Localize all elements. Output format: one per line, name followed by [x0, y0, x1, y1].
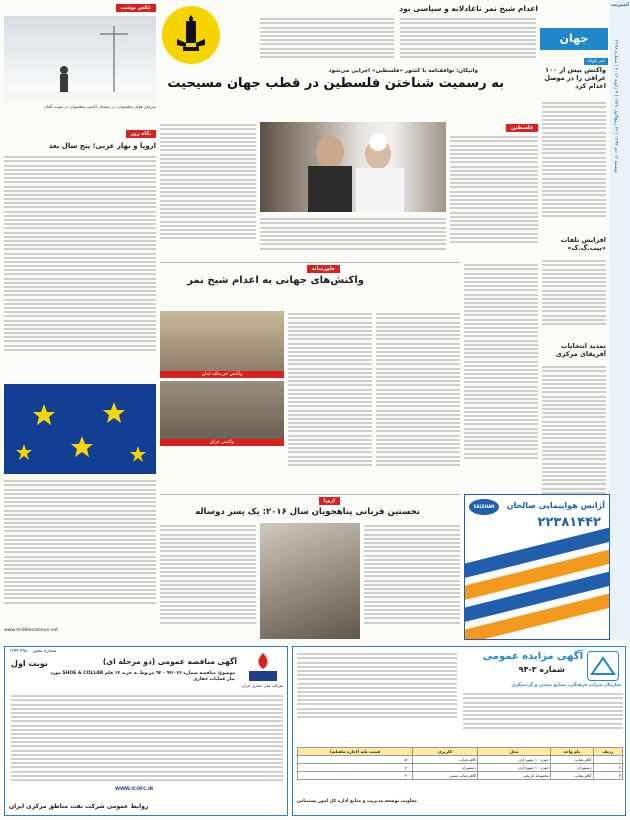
eu-flag-image: [4, 384, 156, 474]
lower-story: [160, 494, 460, 640]
table-cell: کافی‌شاپ: [550, 756, 593, 764]
middle-body-2: [376, 311, 460, 489]
section-header: جهان: [540, 28, 608, 50]
auction-header-cell: ردیف: [593, 748, 622, 756]
news-brief-body: [542, 100, 606, 230]
left-headline: اروپا و بهار عربی؛ پنج سال بعد: [48, 142, 156, 150]
table-cell: ۴۰۰: [298, 772, 413, 780]
middle-photo-1: [160, 311, 284, 371]
auction-body-left: [297, 651, 457, 743]
main-story: [160, 68, 538, 258]
eu-stars-icon: [4, 384, 156, 474]
top-story-body-1: [260, 16, 394, 66]
table-cell: حوزه ۱۰ شهرداری: [477, 764, 550, 772]
tender-website[interactable]: WWW.ICOFC.IR: [115, 787, 154, 792]
tender-footer: روابط عمومی شرکت نفت مناطق مرکزی ایران: [9, 803, 149, 810]
left-body-1: [4, 154, 156, 380]
auction-body-right: [463, 691, 623, 743]
middle-right-body: [464, 262, 538, 490]
auction-table-header: [298, 748, 623, 756]
table-cell: ۵۰۰: [298, 756, 413, 764]
top-headline: اعدام شیخ نمر ناعادلانه و سیاسی بود: [399, 4, 538, 13]
photo-box-tag: عکس نوشت: [116, 4, 156, 12]
main-body-left: [160, 122, 256, 258]
lower-body-2: [364, 523, 460, 641]
auction-ad[interactable]: [292, 646, 626, 816]
tender-round: نوبت اول: [11, 659, 48, 668]
auction-title: آگهی مزایده عمومی: [482, 651, 583, 662]
salehan-brand: SALEHAN: [469, 499, 499, 515]
masthead-strip: [610, 0, 630, 640]
masthead-logo: اینترنت: [611, 2, 629, 8]
tender-body: [11, 693, 283, 797]
table-cell: کافی‌شاپ: [550, 772, 593, 780]
tender-subject: موضوع: مناقصه شماره ۹۴/۰۷۶ - ۹۴ مربوط به خرید ۱۴ قلم SHOE & COLLAR مورد نیاز عملیات حفاری: [50, 671, 235, 682]
table-row: [298, 772, 623, 780]
left-url[interactable]: www.middleeasteye.net: [4, 628, 59, 633]
news-brief-title: واکنش بیش از ۱۰۰ عراقی را در موصل اعدام کرد: [544, 66, 606, 90]
middle-tag: خاورمیانه: [307, 265, 340, 273]
news-brief-second-body: [542, 258, 606, 336]
news-brief-tag: خبر کوتاه: [584, 58, 608, 65]
table-cell: کافی‌شاپ سنتی: [412, 772, 477, 780]
lower-photo: [260, 523, 360, 639]
news-brief-second-title: افزایش تلفات «بیب.گ.ک»: [560, 236, 606, 252]
table-cell: رستوران: [550, 764, 593, 772]
masthead-date: دوشنبه ۱۳ دی ۱۳۹۴ | ۲۲ ربیع‌الاول ۱۴۳۷ | ۴ ژانویه ۲۰۱۶ | شماره ۳۲۹۸: [613, 40, 618, 174]
photo-box-caption: سرمای هوای پناهجویان در زمستان اکسپ پناهجویان در جنوب آلمان: [43, 104, 156, 109]
left-body-2: [4, 478, 156, 626]
table-cell: مجموعه تاریخی: [477, 772, 550, 780]
main-headline: به رسمیت شناختن فلسطین در قطب جهان مسیحیت: [167, 76, 504, 91]
main-body-under-photo: [260, 216, 446, 258]
heritage-emblem-icon: [588, 652, 618, 680]
main-photo: [260, 122, 446, 212]
auction-header-cell: نام واحد: [550, 748, 593, 756]
auction-header-cell: کاربری: [412, 748, 477, 756]
salehan-phone: ۲۲۳۸۱۴۴۲: [537, 515, 601, 530]
table-cell: ۷۰۰: [298, 764, 413, 772]
tender-company: شرکت ملی حفاری ایران: [241, 683, 283, 688]
drilling-company-logo-icon: [245, 651, 281, 683]
auction-header-cell: محل: [477, 748, 550, 756]
main-tag: فلسطین: [506, 124, 538, 132]
candle-icon: [173, 15, 209, 55]
pope-abbas-photo: [260, 122, 446, 212]
auction-number: شماره ۳-۹۴: [518, 665, 565, 674]
lower-body-1: [160, 523, 256, 641]
lower-headline: نخستین قربانی پناهجویان سال ۲۰۱۶: یک پسر دوساله: [195, 507, 420, 517]
tender-logo: [245, 651, 281, 683]
news-brief-third-title: تمدید انتخابات آفریقای مرکزی: [555, 342, 606, 358]
tender-title: آگهی مناقصه عمومی (دو مرحله ای): [102, 657, 237, 666]
tender-number: شماره مجوز: ۱۳۹۴.۴۹۸۰: [9, 649, 57, 654]
table-cell: ۳: [593, 772, 622, 780]
salehan-ad[interactable]: [464, 494, 610, 640]
table-cell: ۲: [593, 764, 622, 772]
main-body-right: [450, 134, 538, 258]
middle-caption-2: واکنش عراق: [160, 439, 284, 446]
lower-tag: اروپا: [319, 497, 340, 505]
auction-table: [297, 747, 623, 780]
winter-photo: [4, 16, 156, 102]
left-tag: نگاه روز: [126, 130, 156, 138]
table-cell: ۱: [593, 756, 622, 764]
photo-box-image: [4, 16, 156, 102]
table-cell: رستوران: [412, 764, 477, 772]
table-cell: حوزه ۱۰ شهرداری: [477, 756, 550, 764]
auction-emblem: [587, 651, 619, 681]
table-cell: کافی‌شاپ: [412, 756, 477, 764]
top-story: [160, 4, 538, 66]
left-column: [4, 4, 156, 640]
table-row: [298, 764, 623, 772]
auction-footer: معاونت توسعه مدیریت و منابع اداره کل امور پشتیبانی: [297, 799, 417, 804]
main-kicker: واتیکان: توافقنامه با کشور «فلسطین» اجرایی می‌شود: [328, 68, 478, 74]
auction-subtitle: سازمان میراث فرهنگی، صنایع دستی و گردشگری: [511, 683, 621, 688]
middle-story: [160, 262, 460, 490]
middle-caption-1: واکنش حزب‌الله لبنان: [160, 371, 284, 378]
tender-ad[interactable]: [4, 646, 288, 816]
salehan-title: آژانس هواپیمایی صالحان: [506, 501, 605, 510]
middle-body-1: [288, 311, 372, 489]
table-row: [298, 756, 623, 764]
auction-header-cell: قیمت پایه (اجاره ماهیانه): [298, 748, 413, 756]
middle-photo-2: [160, 381, 284, 439]
middle-headline: واکنش‌های جهانی به اعدام شیخ نمر: [187, 275, 364, 286]
top-story-body-2: [400, 16, 536, 66]
amnesty-logo: [162, 6, 220, 64]
